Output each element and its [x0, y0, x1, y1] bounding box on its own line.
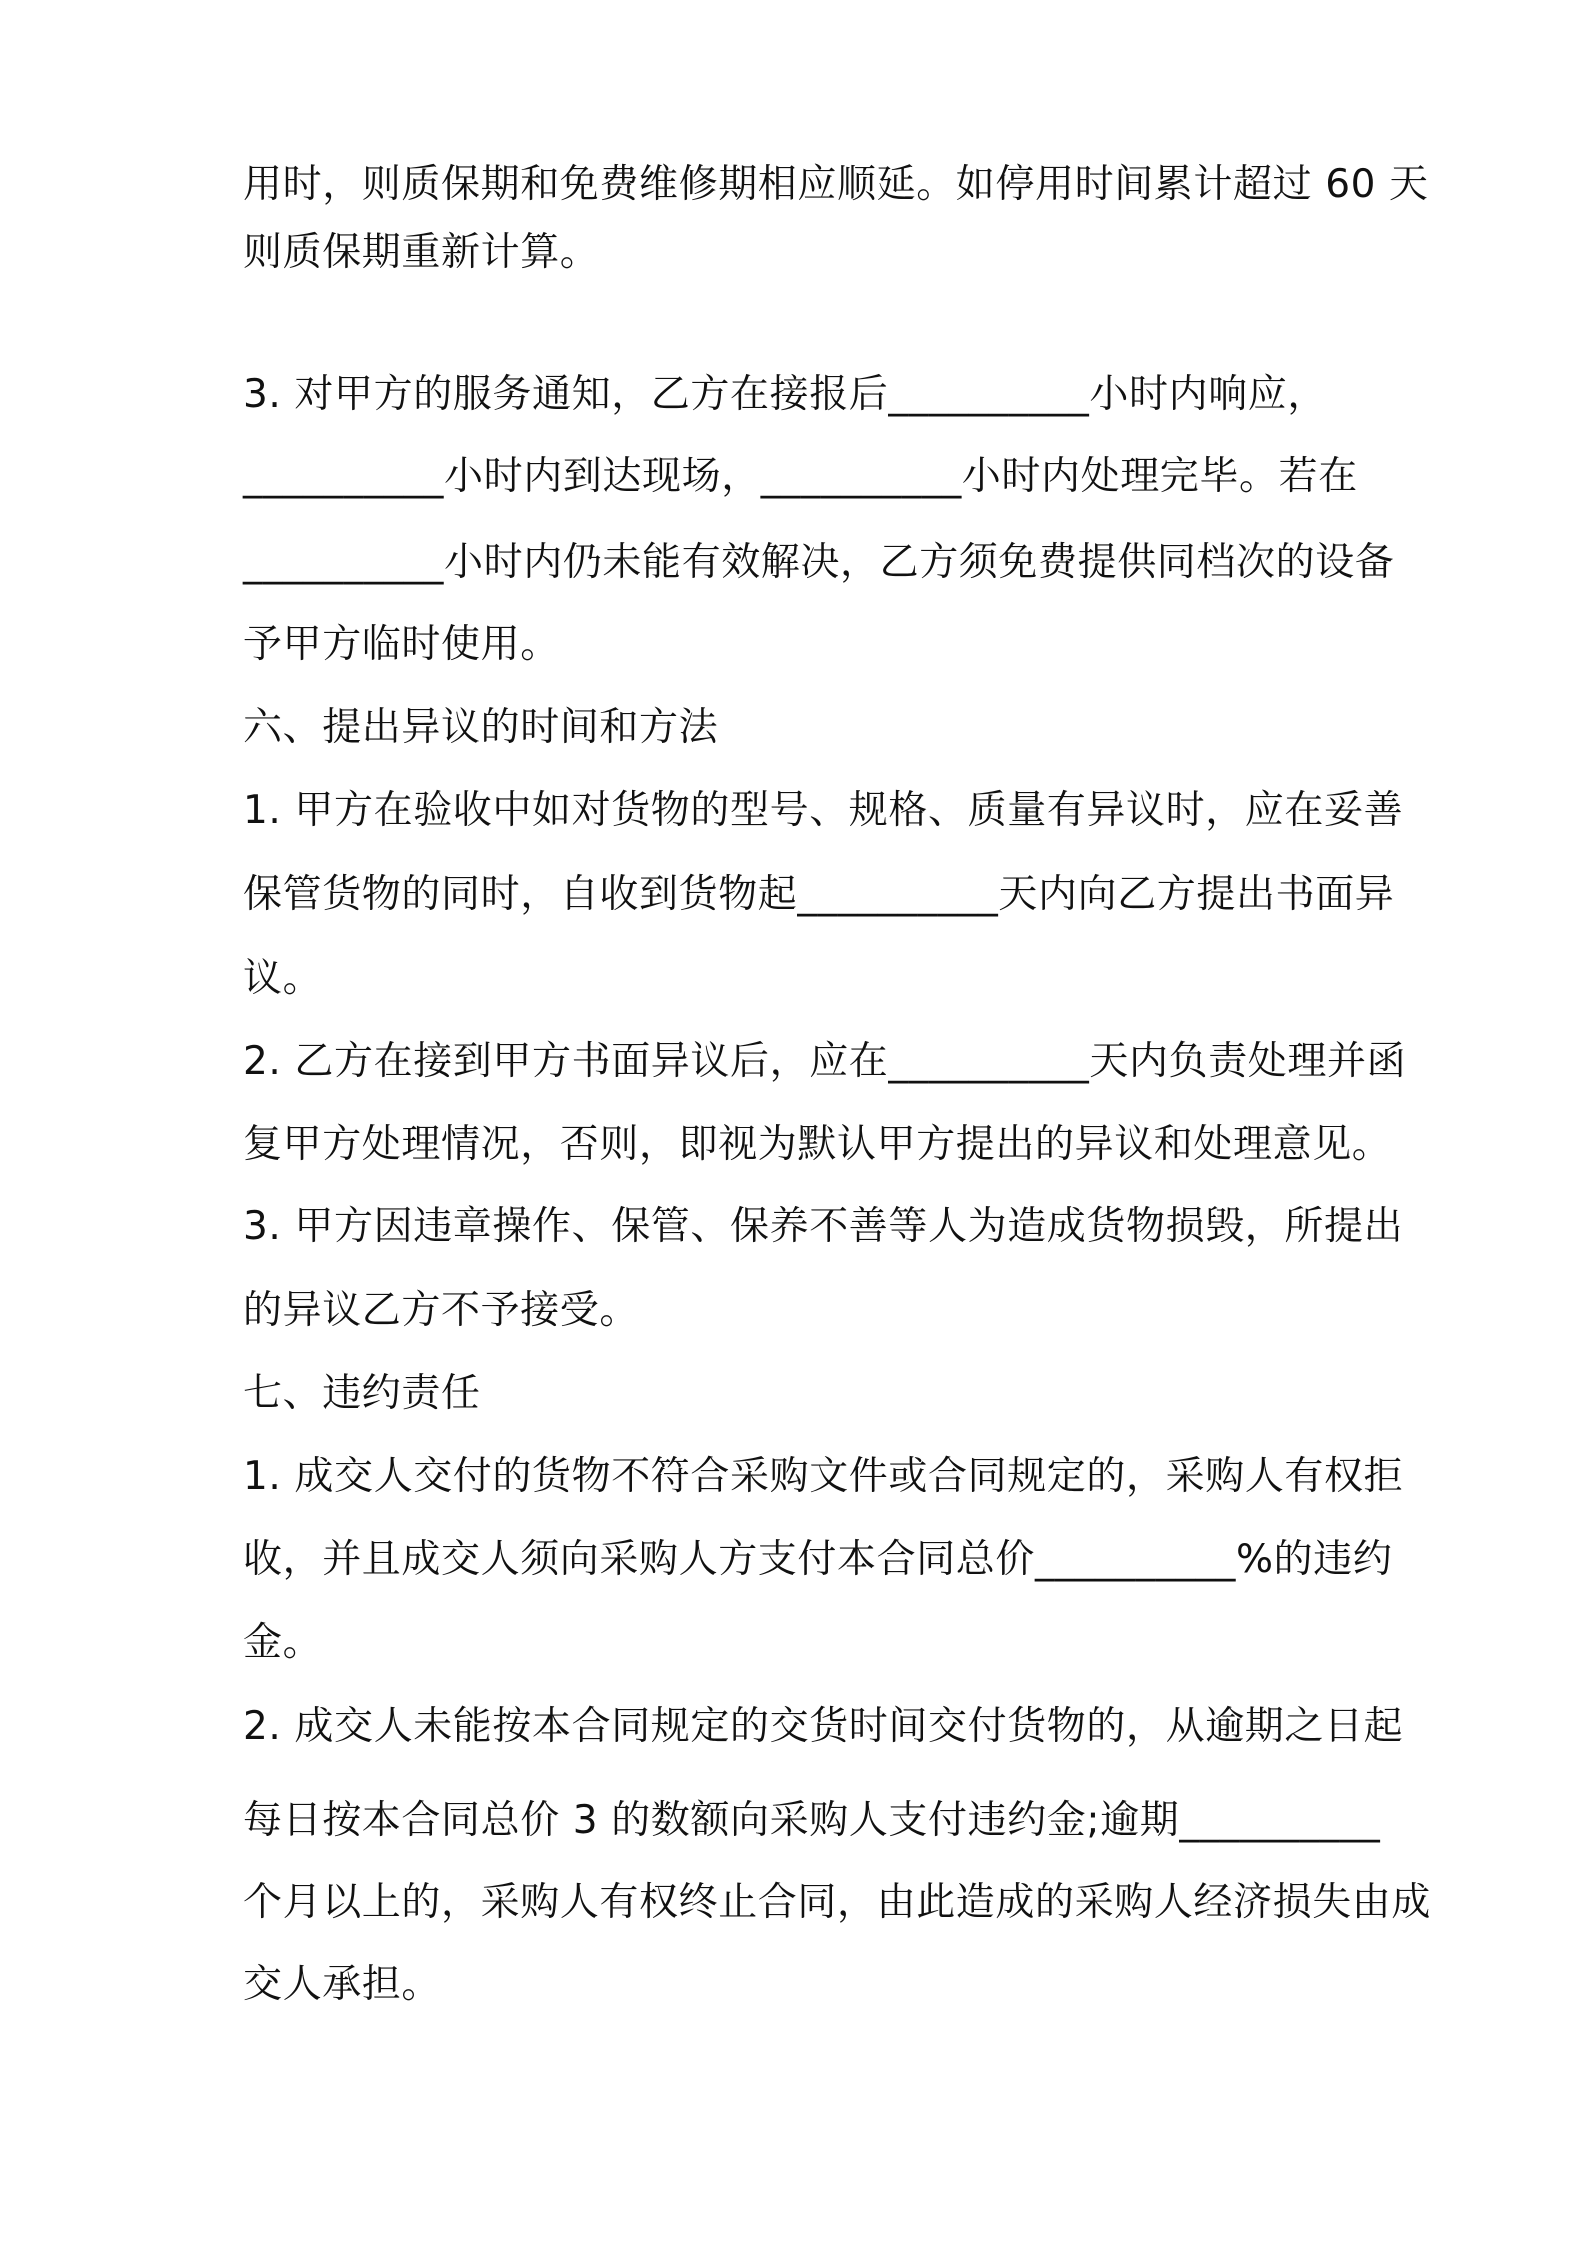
section-heading: 七、违约责任 [243, 1371, 481, 1416]
text-line: 1. 甲方在验收中如对货物的型号、规格、质量有异议时，应在妥善 [243, 788, 1404, 833]
text-line: 3. 甲方因违章操作、保管、保养不善等人为造成货物损毁，所提出 [243, 1204, 1404, 1249]
text-line: 3. 对甲方的服务通知，乙方在接报后__________小时内响应， [243, 372, 1328, 417]
text-line: 用时，则质保期和免费维修期相应顺延。如停用时间累计超过 60 天 [243, 162, 1429, 207]
text-line: 金。 [243, 1620, 323, 1665]
text-line: 议。 [243, 956, 323, 1001]
text-line: 予甲方临时使用。 [243, 622, 560, 667]
text-line: 的异议乙方不予接受。 [243, 1288, 640, 1333]
text-line: 每日按本合同总价 3 的数额向采购人支付违约金;逾期__________ [243, 1798, 1381, 1843]
text-line: 个月以上的，采购人有权终止合同，由此造成的采购人经济损失由成 [243, 1880, 1432, 1925]
text-line: __________小时内仍未能有效解决，乙方须免费提供同档次的设备 [243, 540, 1395, 585]
text-line: 复甲方处理情况，否则，即视为默认甲方提出的异议和处理意见。 [243, 1122, 1392, 1167]
text-line: 则质保期重新计算。 [243, 230, 600, 275]
text-line: __________小时内到达现场，__________小时内处理完毕。若在 [243, 454, 1358, 499]
text-line: 2. 成交人未能按本合同规定的交货时间交付货物的，从逾期之日起 [243, 1704, 1404, 1749]
text-line: 收，并且成交人须向采购人方支付本合同总价__________%的违约 [243, 1537, 1393, 1582]
text-line: 保管货物的同时，自收到货物起__________天内向乙方提出书面异 [243, 872, 1395, 917]
section-heading: 六、提出异议的时间和方法 [243, 705, 719, 750]
text-line: 1. 成交人交付的货物不符合采购文件或合同规定的，采购人有权拒 [243, 1454, 1404, 1499]
text-line: 2. 乙方在接到甲方书面异议后，应在__________天内负责处理并函 [243, 1039, 1407, 1084]
text-line: 交人承担。 [243, 1962, 442, 2007]
